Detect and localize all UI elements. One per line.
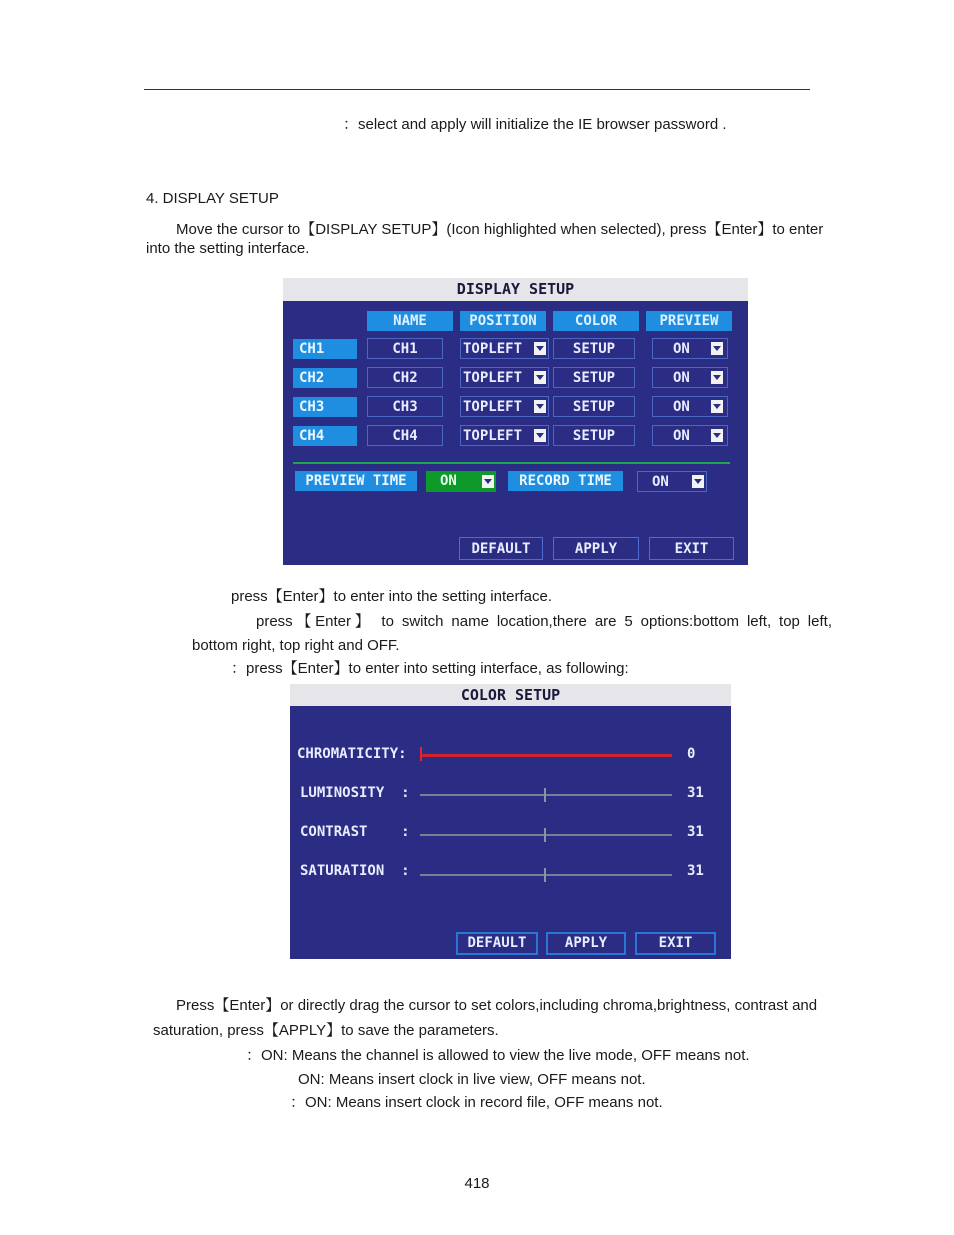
slider-value: 31: [687, 824, 704, 840]
name-field[interactable]: CH3: [367, 396, 443, 417]
color-note: ：press【Enter】to enter into setting interface, as following:: [231, 660, 629, 677]
color-setup-button[interactable]: SETUP: [553, 425, 635, 446]
dropdown-arrow-icon[interactable]: [711, 371, 723, 384]
record-time-label: RECORD TIME: [508, 471, 623, 491]
color-setup-button[interactable]: SETUP: [553, 367, 635, 388]
record-time-note: ：ON: Means insert clock in record file, OFF means not.: [290, 1094, 663, 1111]
chromaticity-slider-thumb[interactable]: [420, 747, 422, 761]
exit-button[interactable]: EXIT: [649, 537, 734, 560]
position-value: TOPLEFT: [463, 399, 523, 415]
intro-line: ：select and apply will initialize the IE browser password .: [343, 116, 727, 133]
preview-value: ON: [673, 341, 690, 357]
channel-label: CH3: [293, 397, 357, 417]
paragraph-1-line-1: Move the cursor to【DISPLAY SETUP】(Icon highlighted when selected), press【Enter】to enter: [176, 221, 824, 238]
position-select[interactable]: [460, 338, 549, 359]
apply-button[interactable]: APPLY: [546, 932, 626, 955]
name-field[interactable]: CH1: [367, 338, 443, 359]
dropdown-arrow-icon[interactable]: [534, 342, 546, 355]
saturation-slider-thumb[interactable]: [544, 868, 546, 882]
preview-time-note: ON: Means insert clock in live view, OFF means not.: [298, 1071, 646, 1088]
preview-time-value: ON: [440, 473, 457, 489]
record-time-select[interactable]: [637, 471, 707, 492]
name-field[interactable]: CH4: [367, 425, 443, 446]
dropdown-arrow-icon[interactable]: [692, 475, 704, 488]
paragraph-2-line-1: Press【Enter】or directly drag the cursor to set colors,including chroma,brightness, contrast and: [176, 997, 818, 1014]
slider-label: CHROMATICITY:: [297, 746, 407, 762]
dropdown-arrow-icon[interactable]: [711, 342, 723, 355]
preview-value: ON: [673, 370, 690, 386]
slider-value: 0: [687, 746, 696, 762]
dropdown-arrow-icon[interactable]: [482, 475, 494, 488]
name-note: press【Enter】to enter into the setting interface.: [231, 588, 552, 605]
luminosity-slider-thumb[interactable]: [544, 788, 546, 802]
preview-select[interactable]: [652, 338, 728, 359]
slider-label: CONTRAST :: [300, 824, 410, 840]
position-select[interactable]: [460, 367, 549, 388]
exit-button[interactable]: EXIT: [635, 932, 716, 955]
channel-label: CH4: [293, 426, 357, 446]
header-preview: PREVIEW: [646, 311, 732, 331]
section-divider: [293, 462, 730, 464]
position-note-line-1: press【Enter】 to switch name location,there are 5 options:bottom left, top left,: [256, 613, 832, 630]
channel-label: CH1: [293, 339, 357, 359]
position-select[interactable]: [460, 425, 549, 446]
dropdown-arrow-icon[interactable]: [534, 400, 546, 413]
preview-time-select[interactable]: [426, 471, 496, 492]
color-setup-button[interactable]: SETUP: [553, 396, 635, 417]
position-note-line-2: bottom right, top right and OFF.: [192, 637, 400, 654]
header-position: POSITION: [460, 311, 546, 331]
apply-button[interactable]: APPLY: [553, 537, 639, 560]
color-setup-button[interactable]: SETUP: [553, 338, 635, 359]
position-value: TOPLEFT: [463, 428, 523, 444]
chromaticity-slider[interactable]: [420, 754, 672, 757]
color-setup-title: COLOR SETUP: [290, 684, 731, 706]
paragraph-2-line-2: saturation, press【APPLY】to save the parameters.: [153, 1022, 499, 1039]
saturation-slider[interactable]: [420, 874, 672, 876]
display-setup-panel: [283, 278, 748, 565]
preview-select[interactable]: [652, 396, 728, 417]
page-number: 418: [464, 1175, 490, 1192]
slider-value: 31: [687, 863, 704, 879]
section-heading: 4. DISPLAY SETUP: [146, 190, 279, 207]
preview-value: ON: [673, 428, 690, 444]
header-rule: [144, 89, 810, 90]
color-setup-panel: [290, 684, 731, 959]
dropdown-arrow-icon[interactable]: [711, 400, 723, 413]
dropdown-arrow-icon[interactable]: [534, 429, 546, 442]
name-field[interactable]: CH2: [367, 367, 443, 388]
luminosity-slider[interactable]: [420, 794, 672, 796]
slider-value: 31: [687, 785, 704, 801]
preview-select[interactable]: [652, 425, 728, 446]
paragraph-1-line-2: into the setting interface.: [146, 240, 310, 257]
header-name: NAME: [367, 311, 453, 331]
dropdown-arrow-icon[interactable]: [711, 429, 723, 442]
record-time-value: ON: [652, 474, 669, 490]
contrast-slider-thumb[interactable]: [544, 828, 546, 842]
channel-label: CH2: [293, 368, 357, 388]
preview-time-label: PREVIEW TIME: [295, 471, 417, 491]
preview-value: ON: [673, 399, 690, 415]
display-setup-title: DISPLAY SETUP: [283, 278, 748, 301]
position-select[interactable]: [460, 396, 549, 417]
preview-select[interactable]: [652, 367, 728, 388]
contrast-slider[interactable]: [420, 834, 672, 836]
default-button[interactable]: DEFAULT: [456, 932, 538, 955]
position-value: TOPLEFT: [463, 341, 523, 357]
slider-label: LUMINOSITY :: [300, 785, 410, 801]
slider-label: SATURATION :: [300, 863, 410, 879]
header-color: COLOR: [553, 311, 639, 331]
preview-note: ：ON: Means the channel is allowed to view the live mode, OFF means not.: [246, 1047, 750, 1064]
dropdown-arrow-icon[interactable]: [534, 371, 546, 384]
position-value: TOPLEFT: [463, 370, 523, 386]
default-button[interactable]: DEFAULT: [459, 537, 543, 560]
